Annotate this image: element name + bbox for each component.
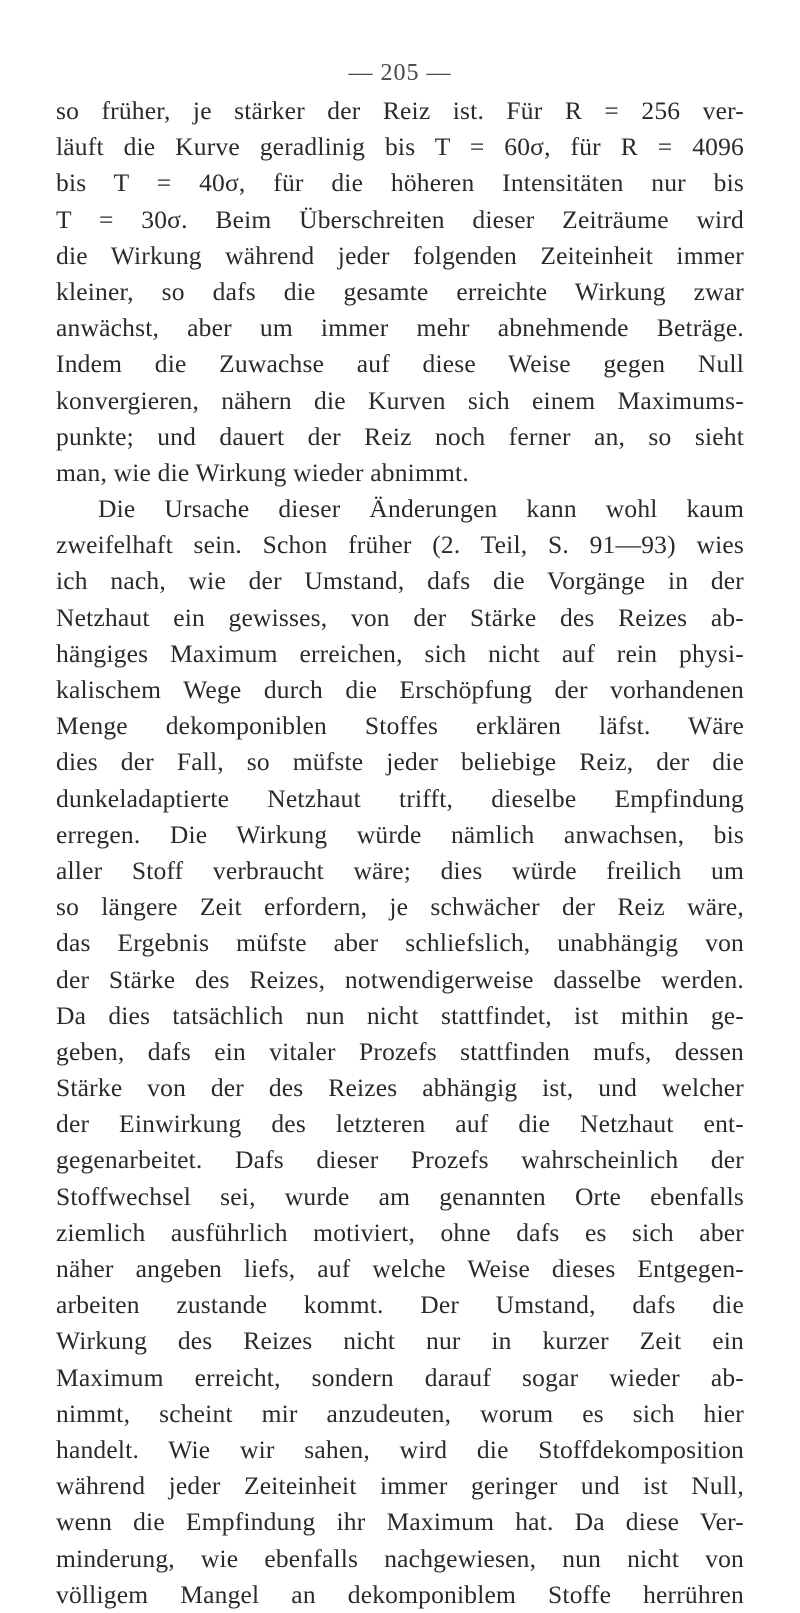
text-line: ziemlich ausführlich motiviert, ohne dafs es sich aber <box>56 1217 744 1247</box>
text-line: Wirkung des Reizes nicht nur in kurzer Zeit ein <box>56 1326 744 1356</box>
text-line: Menge dekomponiblen Stoffes erklären läfst. Wäre <box>56 711 744 741</box>
text-line: punkte; und dauert der Reiz noch ferner an, so sieht <box>56 421 744 451</box>
text-line: wenn die Empfindung ihr Maximum hat. Da diese Ver- <box>56 1507 744 1537</box>
text-line: nimmt, scheint mir anzudeuten, worum es sich hier <box>56 1398 744 1428</box>
text-line: man, wie die Wirkung wieder abnimmt. <box>56 457 469 487</box>
text-line: zweifelhaft sein. Schon früher (2. Teil, S. 91—93) wies <box>56 530 744 560</box>
text-line: während jeder Zeiteinheit immer geringer und ist Null, <box>56 1471 744 1501</box>
text-line: geben, dafs ein vitaler Prozefs stattfinden mufs, dessen <box>56 1036 744 1066</box>
text-line: gegenarbeitet. Dafs dieser Prozefs wahrscheinlich der <box>56 1145 744 1175</box>
text-line: näher angeben liefs, auf welche Weise dieses Entgegen- <box>56 1254 744 1283</box>
text-line: ich nach, wie der Umstand, dafs die Vorgänge in der <box>56 566 744 596</box>
text-line: die Wirkung während jeder folgenden Zeiteinheit immer <box>56 240 744 270</box>
text-line: hängiges Maximum erreichen, sich nicht auf rein physi- <box>56 638 744 668</box>
text-line: Maximum erreicht, sondern darauf sogar wieder ab- <box>56 1362 744 1392</box>
text-line: konvergieren, nähern die Kurven sich einem Maximums- <box>56 385 744 415</box>
text-line: kleiner, so dafs die gesamte erreichte Wirkung zwar <box>56 276 744 306</box>
text-line: Die Ursache dieser Änderungen kann wohl kaum <box>98 494 744 524</box>
text-line: kalischem Wege durch die Erschöpfung der vorhandenen <box>56 675 744 704</box>
text-line: bis T = 40σ, für die höheren Intensitäten nur bis <box>56 168 744 198</box>
text-line: so längere Zeit erfordern, je schwächer der Reiz wäre, <box>56 892 744 922</box>
text-line: so früher, je stärker der Reiz ist. Für R = 256 ver- <box>56 96 744 125</box>
text-line: T = 30σ. Beim Überschreiten dieser Zeiträume wird <box>56 204 744 234</box>
text-line: anwächst, aber um immer mehr abnehmende Beträge. <box>56 313 744 343</box>
text-line: der Stärke des Reizes, notwendigerweise dasselbe werden. <box>56 964 744 994</box>
body-text <box>56 93 744 1613</box>
text-line: Da dies tatsächlich nun nicht stattfindet, ist mithin ge- <box>56 1000 744 1030</box>
text-line: das Ergebnis müfste aber schliefslich, unabhängig von <box>56 928 744 958</box>
text-line: erregen. Die Wirkung würde nämlich anwachsen, bis <box>56 819 744 849</box>
text-line: handelt. Wie wir sahen, wird die Stoffdekomposition <box>56 1434 744 1464</box>
text-line: der Einwirkung des letzteren auf die Netzhaut ent- <box>56 1109 744 1139</box>
text-line: läuft die Kurve geradlinig bis T = 60σ, für R = 4096 <box>56 132 744 162</box>
text-line: dies der Fall, so müfste jeder beliebige Reiz, der die <box>56 747 744 777</box>
page-number: — 205 — <box>348 60 452 86</box>
text-line: minderung, wie ebenfalls nachgewiesen, nun nicht von <box>56 1543 744 1573</box>
text-line: Stärke von der des Reizes abhängig ist, und welcher <box>56 1073 744 1103</box>
text-line: aller Stoff verbraucht wäre; dies würde freilich um <box>56 855 744 885</box>
text-line: Indem die Zuwachse auf diese Weise gegen Null <box>56 349 744 379</box>
text-line: völligem Mangel an dekomponiblem Stoffe herrühren <box>56 1579 744 1609</box>
text-line: arbeiten zustande kommt. Der Umstand, dafs die <box>56 1290 744 1320</box>
text-line: Netzhaut ein gewisses, von der Stärke des Reizes ab- <box>56 602 744 632</box>
text-line: Stoffwechsel sei, wurde am genannten Orte ebenfalls <box>56 1181 744 1211</box>
text-line: dunkeladaptierte Netzhaut trifft, dieselbe Empfindung <box>56 783 744 813</box>
